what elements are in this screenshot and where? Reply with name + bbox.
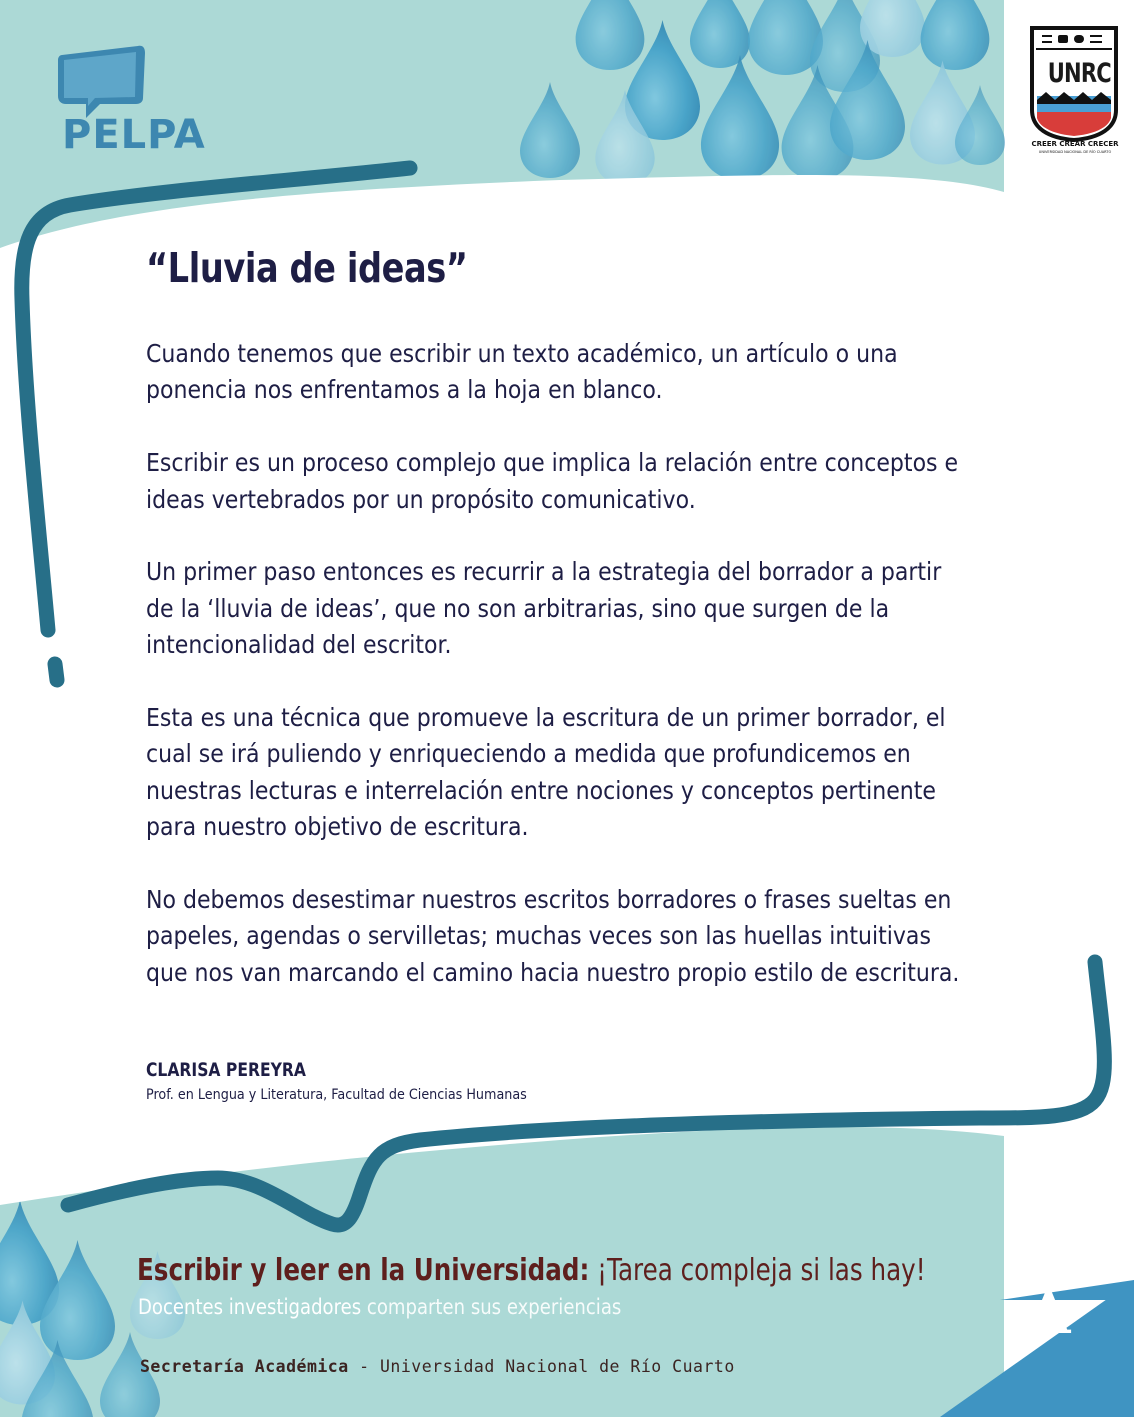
footer-title-light: ¡Tarea compleja si las hay! bbox=[597, 1253, 926, 1288]
unrc-seal-tagline: CREER CREAR CRECER bbox=[1031, 140, 1119, 148]
corner-letter: A bbox=[1027, 1281, 1071, 1347]
article-paragraph: Esta es una técnica que promueve la escritura de un primer borrador, el cual se irá puliendo y enriqueciendo a medida que profundicemos en nuestras lecturas e interrelación entre nociones y conceptos pertinente para nuestro objetivo de escritura. bbox=[146, 703, 946, 842]
article-paragraph: Escribir es un proceso complejo que implica la relación entre conceptos e ideas vertebrados por un propósito comunicativo. bbox=[146, 448, 959, 514]
footer-university: Universidad Nacional de Río Cuarto bbox=[380, 1357, 735, 1376]
footer-credit bbox=[140, 1357, 735, 1376]
article-title: “Lluvia de ideas” bbox=[146, 244, 468, 292]
author-name: CLARISA PEREYRA bbox=[146, 1059, 306, 1081]
footer-subtitle bbox=[138, 1295, 621, 1319]
footer-subtitle-strong: Docentes investigadores bbox=[138, 1295, 362, 1319]
article-paragraph: No debemos desestimar nuestros escritos borradores o frases sueltas en papeles, agendas o servilletas; muchas veces son las huellas intuitivas que nos van marcando el camino hacia nuestro propio estilo de escritura. bbox=[146, 885, 960, 987]
author-role: Prof. en Lengua y Literatura, Facultad de Ciencias Humanas bbox=[146, 1087, 527, 1103]
article-paragraph: Cuando tenemos que escribir un texto académico, un artículo o una ponencia nos enfrentamos a la hoja en blanco. bbox=[146, 339, 898, 405]
footer-secretaria: Secretaría Académica bbox=[140, 1357, 349, 1376]
article-paragraph: Un primer paso entonces es recurrir a la estrategia del borrador a partir de la ‘lluvia de ideas’, que no son arbitrarias, sino que surgen de la intencionalidad del escritor. bbox=[146, 557, 942, 660]
footer-title bbox=[137, 1253, 926, 1288]
footer-title-strong: Escribir y leer en la Universidad: bbox=[137, 1253, 590, 1288]
footer-separator: - bbox=[359, 1357, 370, 1376]
unrc-seal-letters: UNRC bbox=[1047, 58, 1111, 89]
pelpa-logo-text: PELPA bbox=[62, 112, 206, 158]
footer-subtitle-light: comparten sus experiencias bbox=[366, 1295, 622, 1319]
unrc-seal-subtitle: UNIVERSIDAD NACIONAL DE RÍO CUARTO bbox=[1038, 150, 1112, 154]
article-body bbox=[146, 336, 976, 1028]
